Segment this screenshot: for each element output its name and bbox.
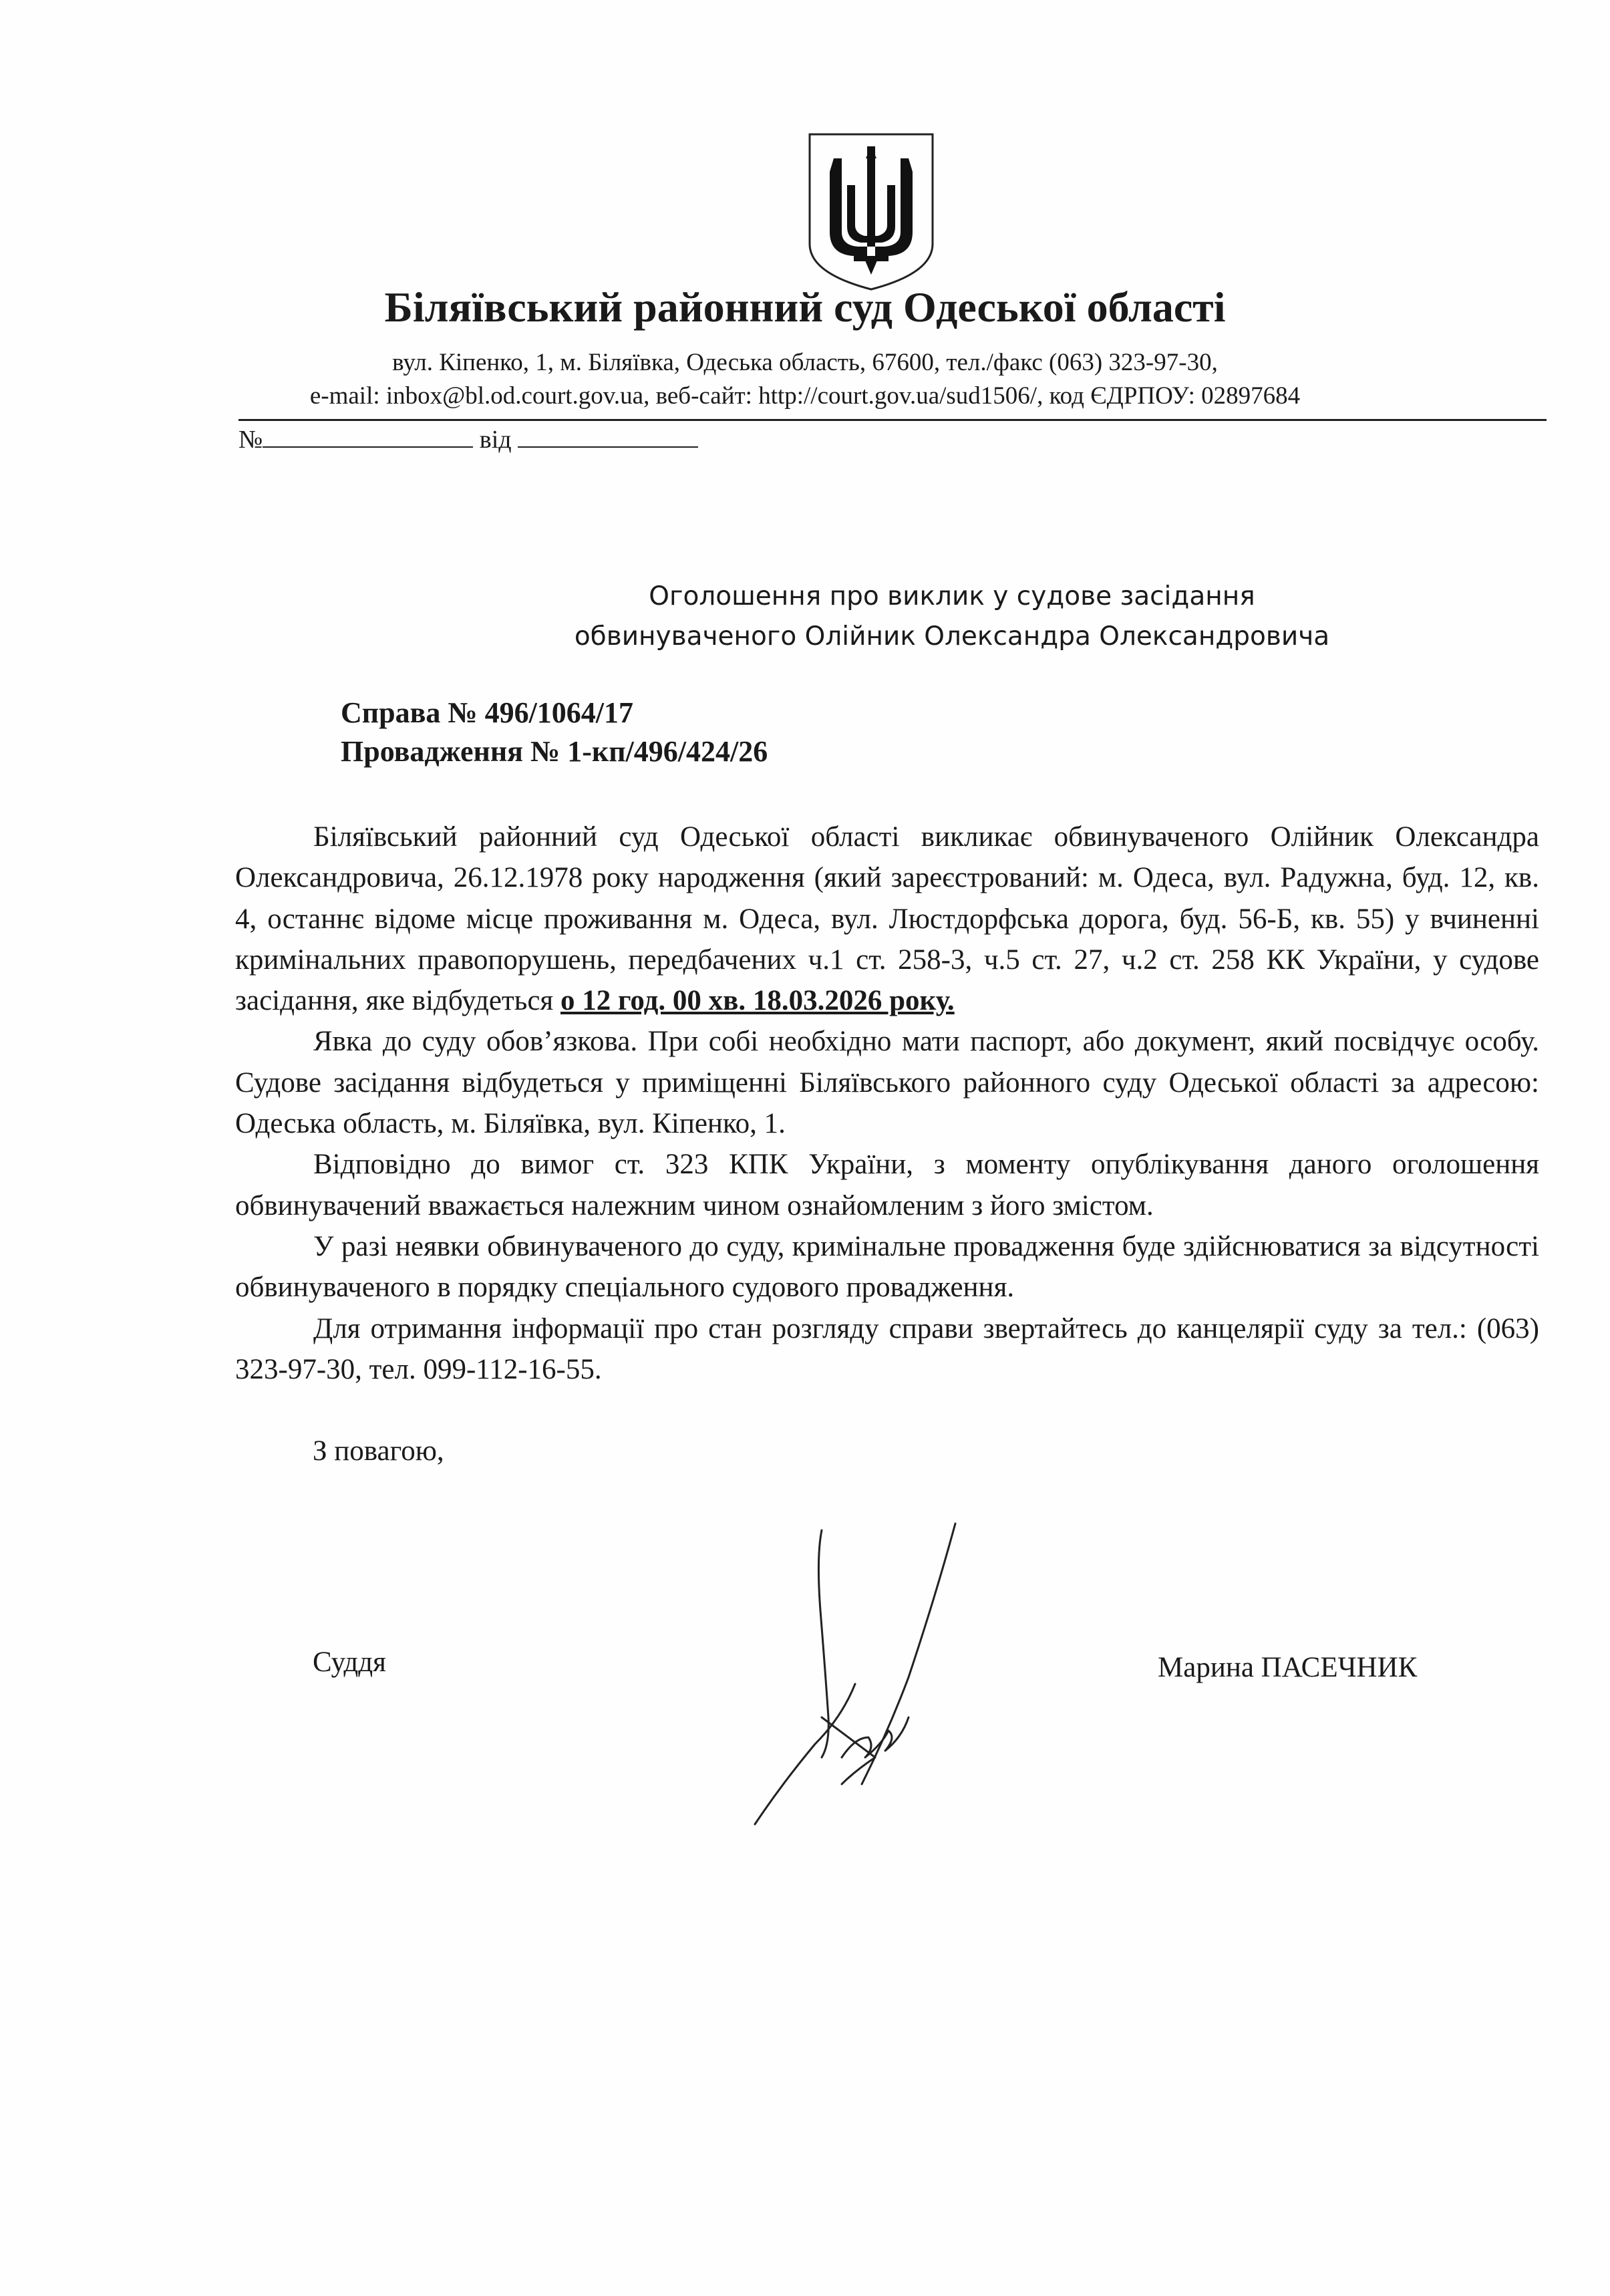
date-blank bbox=[518, 422, 698, 448]
hearing-date: о 12 год. 00 хв. 18.03.2026 року. bbox=[560, 985, 955, 1017]
announcement-title-line2: обвинуваченого Олійник Олександра Олександровича bbox=[574, 621, 1330, 652]
body-paragraph-1-text: Біляївський районний суд Одеської області викликає обвинуваченого Олійник Олександра Олександровича, 26.12.1978 року народження (який зареєстрований: м. Одеса, вул. Радужна, буд. 12, кв. 4, останнє відоме місце проживання м. Одеса, вул. Люстдорфська дорога, буд. 56-Б, кв. 55) у вчиненні кримінальних правопорушень, передбачених ч.1 ст. 258-3, ч.5 ст. 27, ч.2 ст. 258 КК України, у судове засідання, яке відбудеться bbox=[235, 821, 1539, 1017]
announcement-body bbox=[235, 817, 1539, 1390]
body-paragraph-1 bbox=[235, 817, 1539, 1021]
court-contacts: e-mail: inbox@bl.od.court.gov.ua, веб-сайт: http://court.gov.ua/sud1506/, код ЄДРПОУ: 02897684 bbox=[309, 382, 1301, 410]
body-paragraph-3: Відповідно до вимог ст. 323 КПК України, з моменту опублікування даного оголошення обвинувачений вважається належним чином ознайомленим з його змістом. bbox=[235, 1149, 1539, 1222]
announcement-title-line1: Оголошення про виклик у судове засідання bbox=[649, 581, 1255, 611]
closing-regards: З повагою, bbox=[313, 1435, 444, 1467]
case-number: Справа № 496/1064/17 bbox=[341, 696, 634, 729]
handwritten-signature-icon bbox=[742, 1517, 962, 1831]
tryzub-emblem-icon bbox=[807, 132, 935, 292]
body-paragraph-2: Явка до суду обов’язкова. При собі необхідно мати паспорт, або документ, який посвідчує особу. Судове засідання відбудеться у приміщенні Біляївського районного суду Одеської області за адресою: Одеська область, м. Біляївка, вул. Кіпенко, 1. bbox=[235, 1026, 1539, 1140]
header-divider bbox=[238, 419, 1547, 421]
number-blank bbox=[263, 422, 473, 448]
judge-name: Марина ПАСЕЧНИК bbox=[1158, 1652, 1418, 1683]
proceeding-number: Провадження № 1-кп/496/424/26 bbox=[341, 735, 768, 768]
judge-label: Суддя bbox=[313, 1646, 386, 1678]
court-name-heading: Біляївський районний суд Одеської області bbox=[384, 283, 1226, 331]
registration-line bbox=[238, 422, 698, 452]
body-paragraph-5: Для отримання інформації про стан розгляду справи звертайтесь до канцелярії суду за тел.: (063) 323-97-30, тел. 099-112-16-55. bbox=[235, 1312, 1539, 1385]
from-label: від bbox=[479, 426, 512, 454]
number-label: № bbox=[238, 426, 263, 454]
body-paragraph-4: У разі неявки обвинуваченого до суду, кримінальне провадження буде здійснюватися за відсутності обвинуваченого в порядку спеціального судового провадження. bbox=[235, 1230, 1539, 1304]
court-address: вул. Кіпенко, 1, м. Біляївка, Одеська область, 67600, тел./факс (063) 323-97-30, bbox=[392, 349, 1218, 376]
